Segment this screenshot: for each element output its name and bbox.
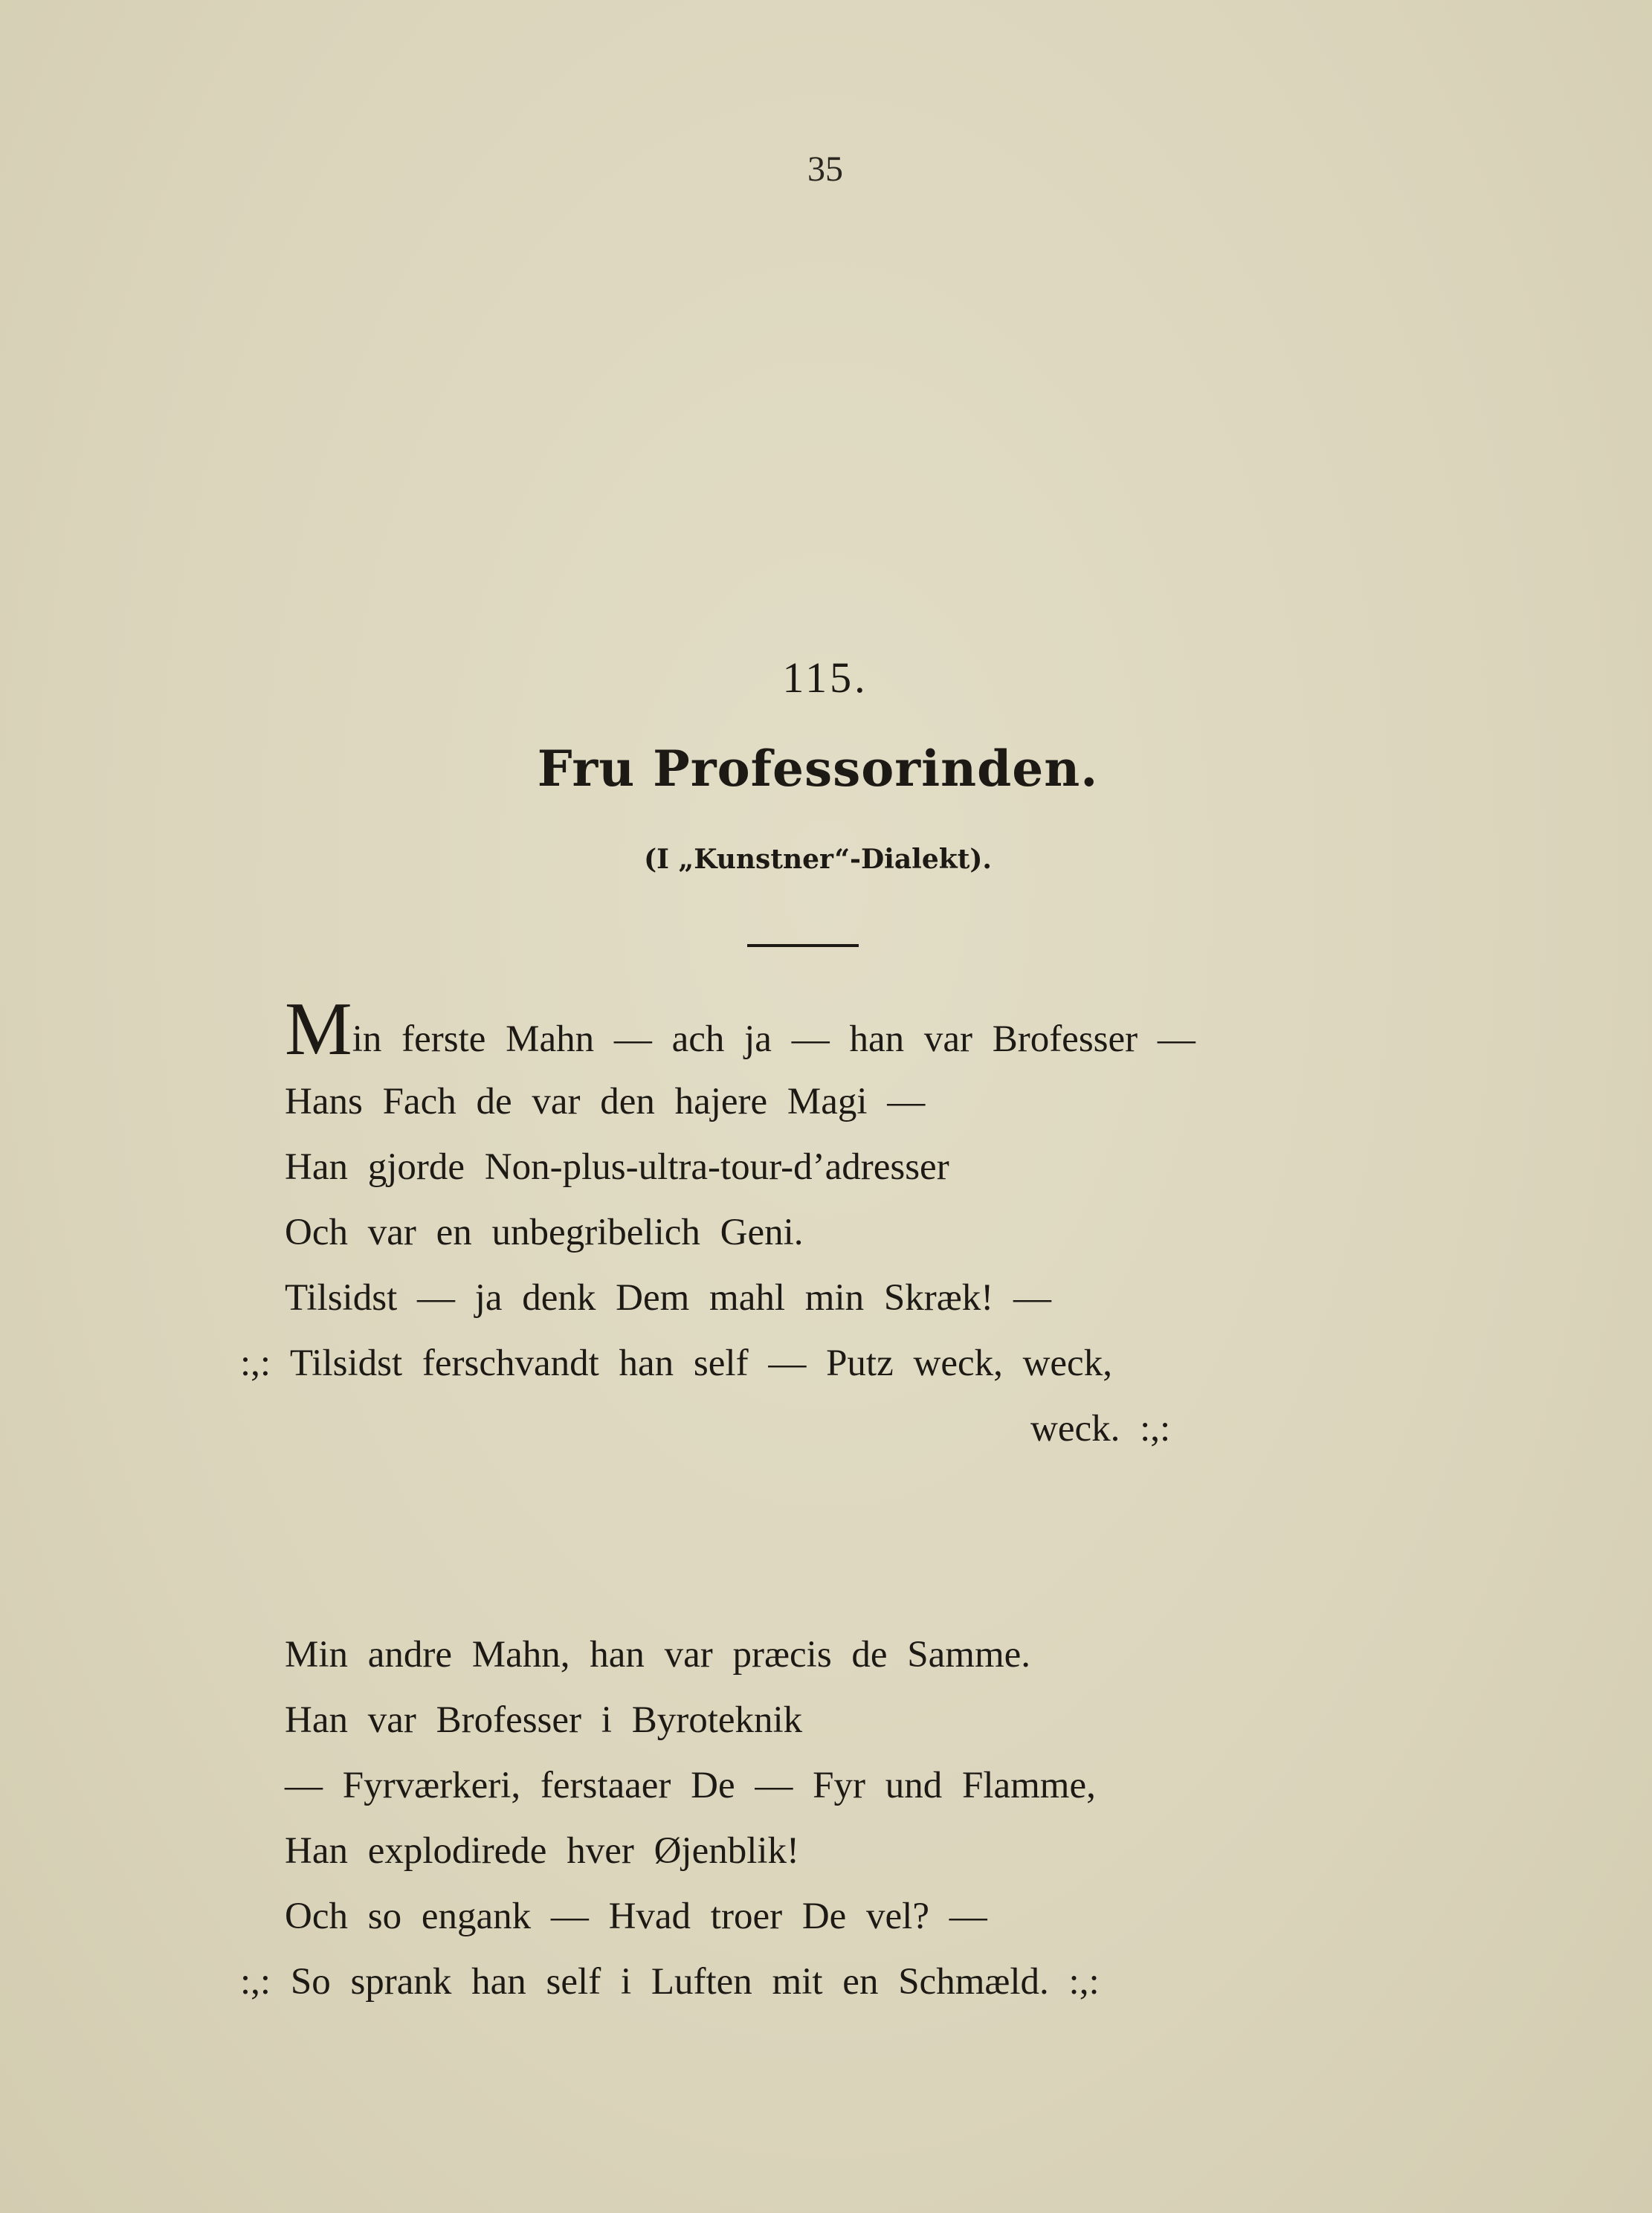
stanza-1 <box>240 987 1400 1461</box>
drop-cap: M <box>285 987 352 1071</box>
stanza-2-line-5: Och so engank — Hvad troer De vel? — <box>285 1896 987 1937</box>
title-divider <box>747 944 859 947</box>
poem-subtitle: (I „Kunstner“-Dialekt). <box>644 844 992 875</box>
poem-number: 115. <box>782 653 868 702</box>
stanza-1-line-2: Hans Fach de var den hajere Magi — <box>285 1081 926 1122</box>
stanza-1-line-4: Och var en unbegribelich Geni. <box>285 1212 804 1253</box>
stanza-2-line-3: — Fyrværkeri, ferstaaer De — Fyr und Flamme, <box>285 1765 1096 1806</box>
first-line-text: in ferste Mahn — ach ja — han var Brofesser — <box>352 1018 1196 1060</box>
page-number: 35 <box>807 149 843 189</box>
stanza-1-line-5: Tilsidst — ja denk Dem mahl min Skræk! — <box>285 1277 1051 1319</box>
stanza-1-refrain-continuation: weck. :,: <box>1030 1408 1171 1450</box>
stanza-1-line-3: Han gjorde Non-plus-ultra-tour-d’adresser <box>285 1146 949 1188</box>
stanza-1-line-1 <box>285 987 1400 1071</box>
stanza-2-line-2: Han var Brofesser i Byroteknik <box>285 1699 803 1741</box>
stanza-1-refrain: :,: Tilsidst ferschvandt han self — Putz weck, weck, <box>240 1343 1112 1384</box>
stanza-2-refrain: :,: So sprank han self i Luften mit en Schmæld. :,: <box>240 1961 1100 2003</box>
stanza-2-line-1: Min andre Mahn, han var præcis de Samme. <box>285 1634 1031 1676</box>
stanza-2-line-4: Han explodirede hver Øjenblik! <box>285 1830 800 1872</box>
poem-title: Fru Professorinden. <box>537 740 1099 798</box>
stanza-2 <box>240 1622 1400 2015</box>
